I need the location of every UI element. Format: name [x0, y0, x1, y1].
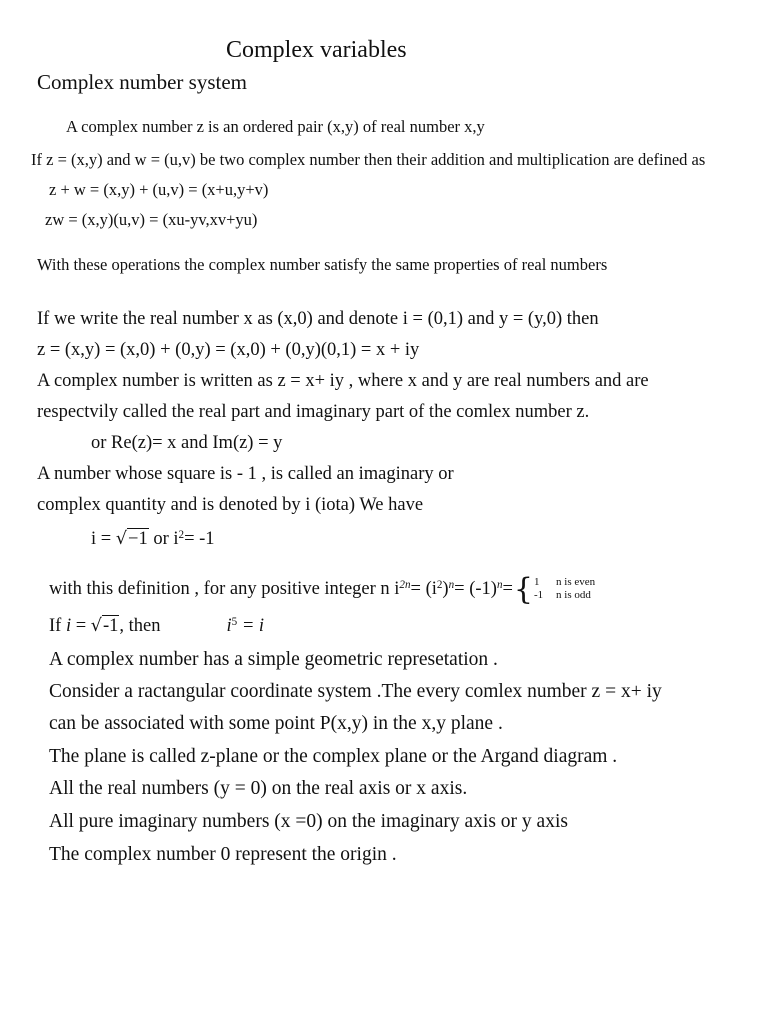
imaginary-definition-line: A number whose square is - 1 , is called an imaginary or [37, 464, 454, 484]
power-exp-2: 2 [436, 578, 443, 591]
imaginary-axis-line: All pure imaginary numbers (x =0) on the imaginary axis or y axis [49, 811, 568, 832]
i5-lhs: i [226, 616, 232, 636]
argand-diagram-line: The plane is called z-plane or the complex plane or the Argand diagram . [49, 746, 618, 767]
geometric-representation-line: A complex number has a simple geometric represetation . [49, 649, 498, 670]
power-eq-b: ) [442, 579, 449, 599]
i5-equation [49, 617, 264, 636]
eq-i-lhs: i = [91, 529, 116, 549]
i5-rhs: = i [237, 616, 265, 636]
section-heading: Complex number system [37, 70, 247, 94]
power-eq-c: = (-1) [454, 579, 497, 599]
case-1-value: 1 [534, 576, 540, 588]
power-equation [49, 572, 596, 607]
point-association-line: can be associated with some point P(x,y) in the x,y plane . [49, 713, 503, 734]
left-brace: { [513, 572, 534, 607]
real-axis-line: All the real numbers (y = 0) on the real axis or x axis. [49, 778, 468, 799]
eq-i-rhs: = -1 [184, 529, 215, 549]
power-eq-prefix: with this definition , for any positive integer n i [49, 579, 400, 599]
power-exp-4: n [496, 578, 503, 591]
i5-prefix: If [49, 616, 66, 636]
piecewise-cases [534, 576, 595, 602]
power-exp-1: 2n [399, 578, 411, 591]
case-2-value: -1 [534, 589, 544, 601]
power-eq-d: = [502, 579, 513, 599]
page-title: Complex variables [226, 37, 407, 63]
eq-i-mid: or i [148, 529, 179, 549]
i-definition-equation [91, 530, 215, 549]
power-eq-a: = (i [410, 579, 437, 599]
case-2-condition: n is odd [556, 589, 591, 601]
properties-line: With these operations the complex number satisfy the same properties of real numbers [37, 255, 608, 274]
definition-line: A complex number z is an ordered pair (x,y) of real number x,y [66, 117, 485, 136]
i5-var: i [65, 616, 72, 636]
case-1-condition: n is even [556, 576, 596, 588]
square-root-symbol: √−1 [115, 529, 148, 549]
z-expansion-formula: z = (x,y) = (x,0) + (0,y) = (x,0) + (0,y)(0,1) = x + iy [37, 340, 420, 360]
square-root-symbol: √-1 [90, 616, 119, 636]
real-imaginary-part-line: respectvily called the real part and imaginary part of the comlex number z. [37, 402, 590, 422]
i5-eq: = [71, 616, 91, 636]
iota-line: complex quantity and is denoted by i (iota) We have [37, 495, 424, 515]
multiplication-formula: zw = (x,y)(u,v) = (xu-yv,xv+yu) [45, 210, 258, 229]
coordinate-system-line: Consider a ractangular coordinate system .The every comlex number z = x+ iy [49, 681, 662, 702]
origin-line: The complex number 0 represent the origin . [49, 844, 397, 865]
standard-form-line: A complex number is written as z = x+ iy , where x and y are real numbers and are [37, 371, 649, 391]
real-number-notation-line: If we write the real number x as (x,0) and denote i = (0,1) and y = (y,0) then [37, 309, 599, 329]
re-im-formula: or Re(z)= x and Im(z) = y [91, 433, 283, 453]
eq-i-exponent: 2 [178, 528, 185, 541]
operations-intro-line: If z = (x,y) and w = (u,v) be two complex number then their addition and multiplication are defined as [31, 150, 706, 169]
i5-then: , then [119, 616, 161, 636]
addition-formula: z + w = (x,y) + (u,v) = (x+u,y+v) [49, 180, 269, 199]
power-exp-3: n [448, 578, 455, 591]
i5-exponent: 5 [231, 615, 238, 628]
